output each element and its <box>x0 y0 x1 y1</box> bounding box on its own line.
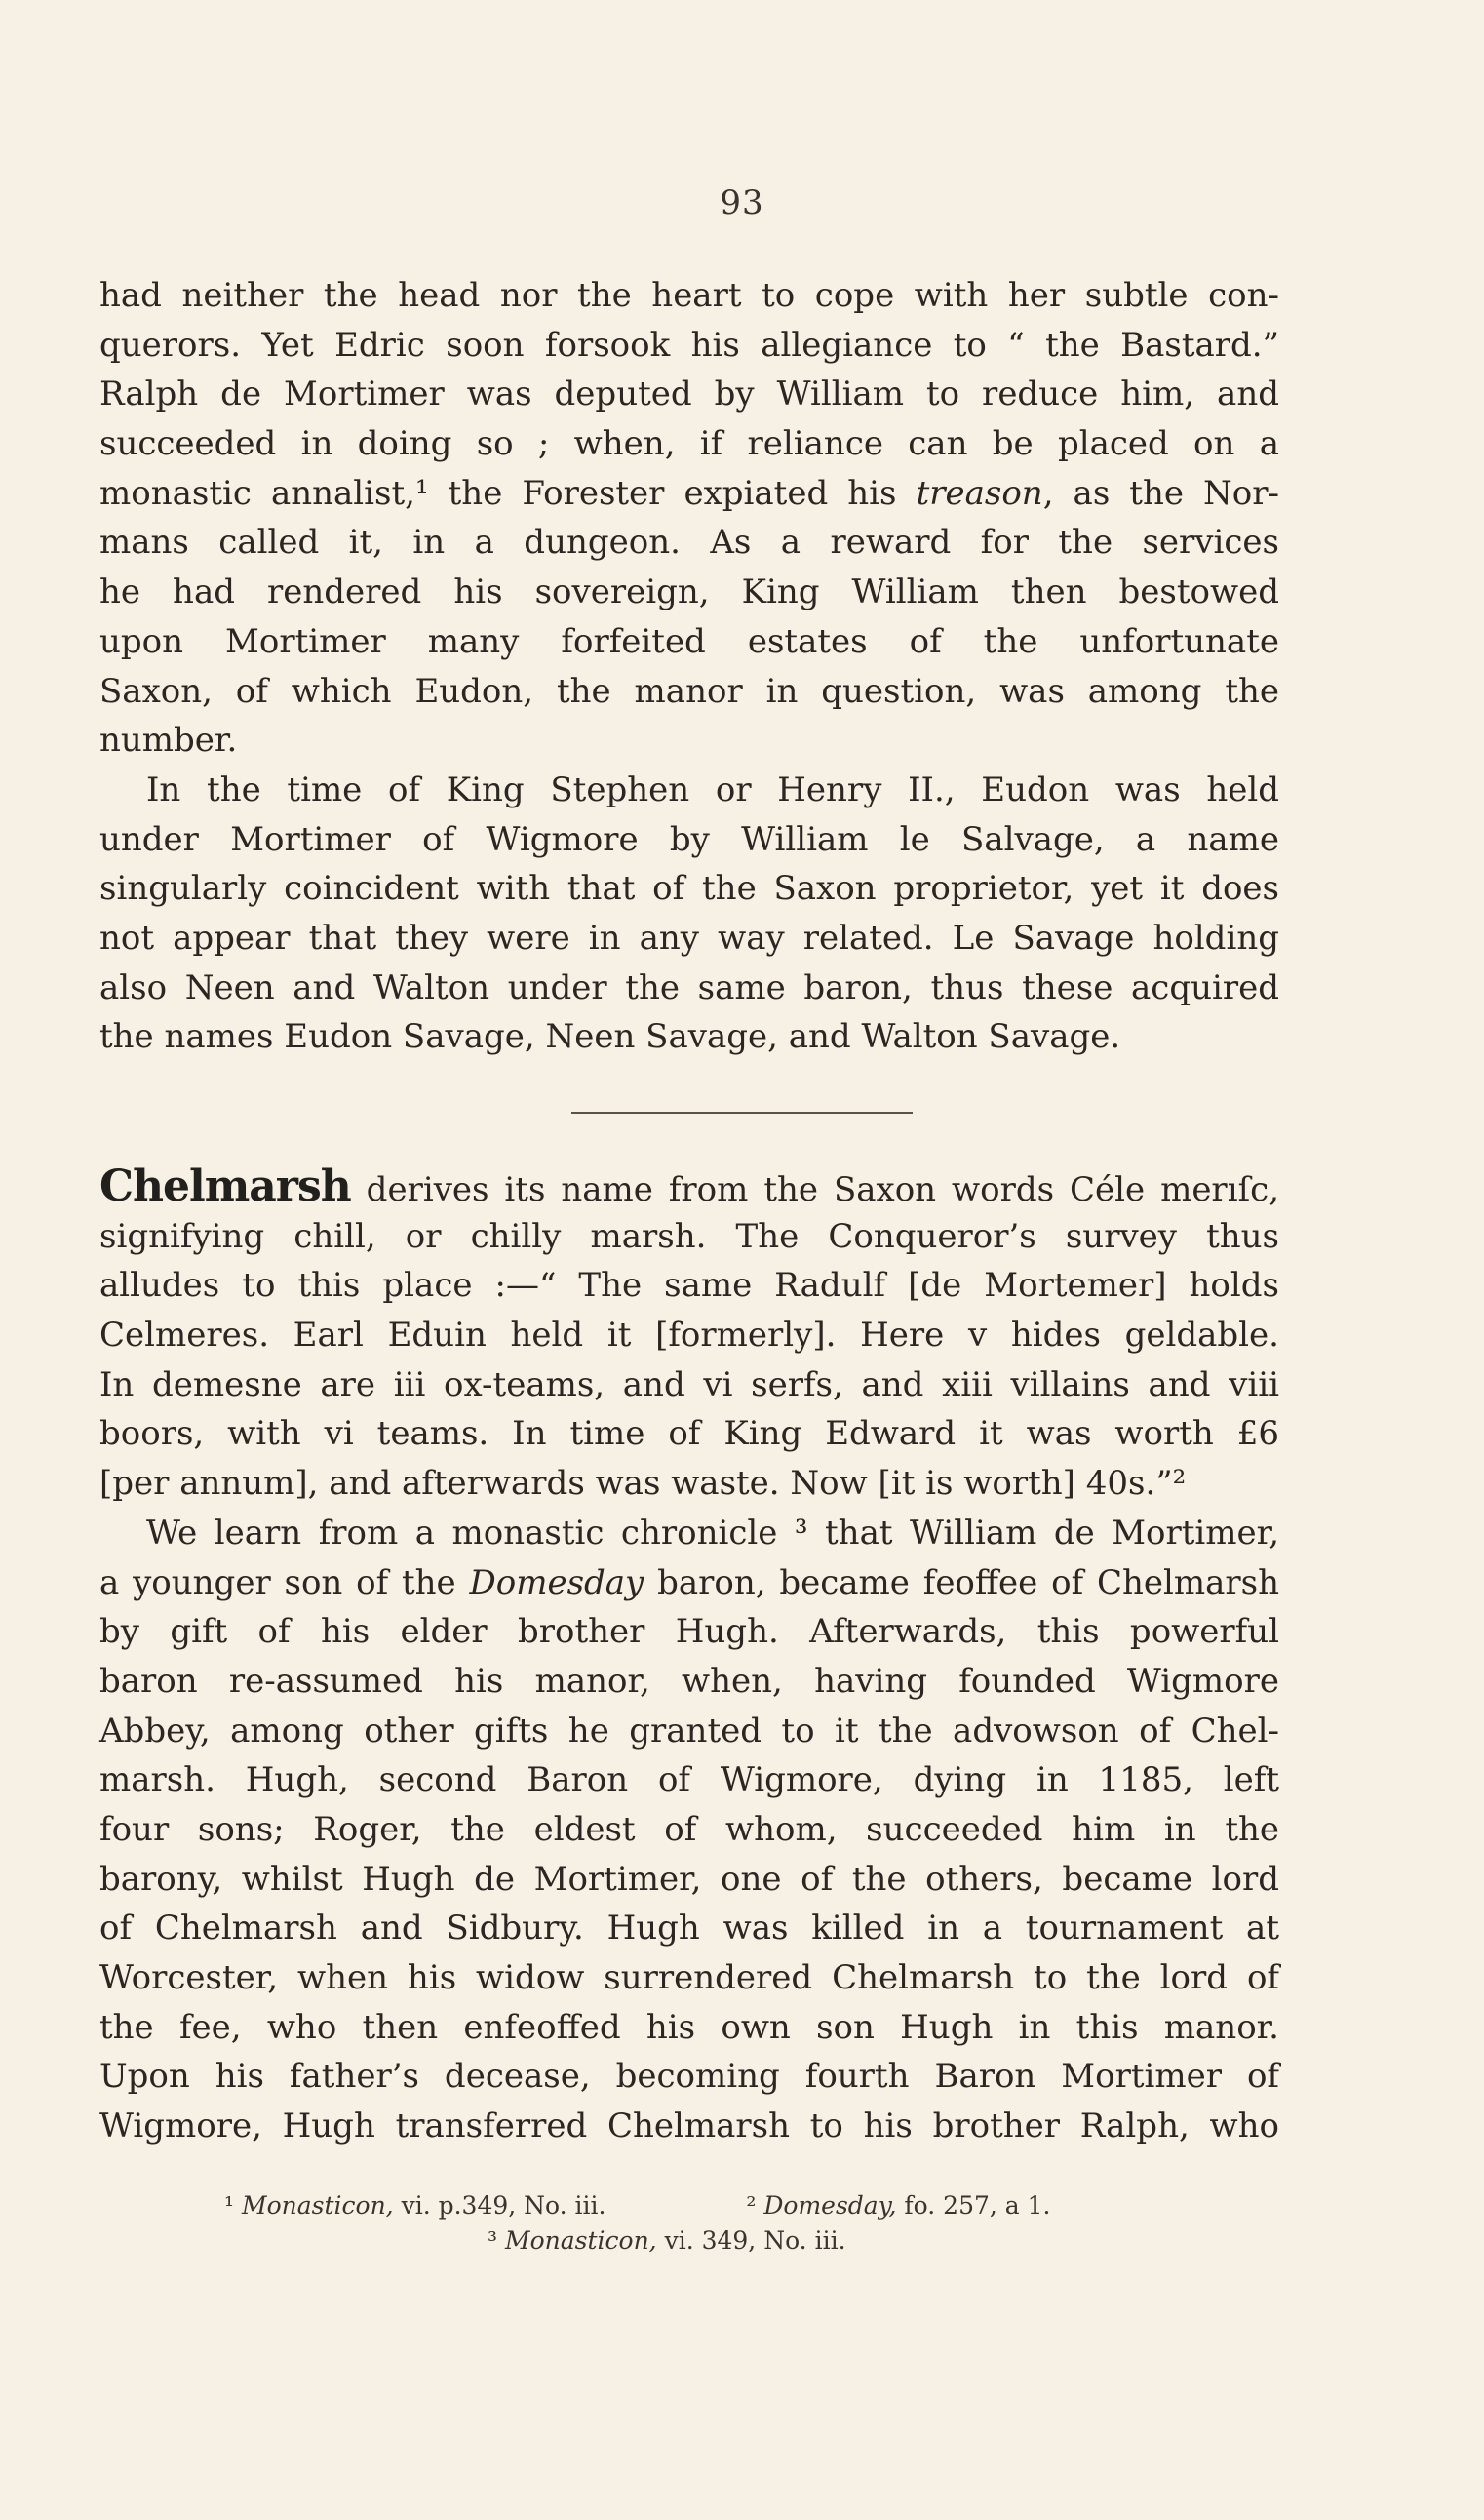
text-line: of Chelmarsh and Sidbury. Hugh was killed in a tournament at <box>99 1909 1279 1949</box>
text-line: querors. Yet Edric soon forsook his allegiance to “ the Bastard.” <box>99 325 1279 365</box>
text-line: Wigmore, Hugh transferred Chelmarsh to his brother Ralph, who <box>99 2107 1279 2146</box>
section-heading-word: Chelmarsh <box>99 1162 351 1211</box>
text-line: number. <box>99 721 238 761</box>
text-line: upon Mortimer many forfeited estates of the unfortunate <box>99 621 1279 661</box>
footnote-title: Monasticon, <box>241 2191 394 2220</box>
text-line: four sons; Roger, the eldest of whom, succeeded him in the <box>99 1809 1279 1849</box>
text-line: the fee, who then enfeoffed his own son Hugh in this manor. <box>99 2007 1279 2047</box>
text-line: In demesne are iii ox-teams, and vi serfs, and xiii villains and viii <box>99 1364 1279 1404</box>
footnote-mark: ² <box>746 2191 757 2220</box>
footnote-mark: ¹ <box>224 2191 235 2220</box>
text-line: boors, with vi teams. In time of King Edward it was worth £6 <box>99 1414 1279 1454</box>
footnote-line <box>224 2224 1199 2259</box>
text-line: he had rendered his sovereign, King William then bestowed <box>99 572 1279 612</box>
footnotes <box>224 2188 1199 2259</box>
text-line: alludes to this place :—“ The same Radulf [de Mortemer] holds <box>99 1266 1279 1306</box>
footnote-title: Domesday, <box>763 2191 897 2220</box>
footnote-text: fo. 257, a 1. <box>896 2191 1051 2220</box>
text-line: barony, whilst Hugh de Mortimer, one of the others, became lord <box>99 1859 1279 1899</box>
page-number: 93 <box>720 183 764 222</box>
text-line: Ralph de Mortimer was deputed by William to reduce him, and <box>99 374 1279 414</box>
text-line: had neither the head nor the heart to cope with her subtle con- <box>99 276 1279 315</box>
text-line: Worcester, when his widow surrendered Chelmarsh to the lord of <box>99 1958 1279 1997</box>
text-line: In the time of King Stephen or Henry II., Eudon was held <box>146 769 1279 809</box>
text-line: under Mortimer of Wigmore by William le Salvage, a name <box>99 819 1279 859</box>
text-line: Saxon, of which Eudon, the manor in question, was among the <box>99 671 1279 711</box>
first-line-rest: derives its name from the Saxon words Céle merıſc, <box>350 1170 1279 1209</box>
text-line: We learn from a monastic chronicle ³ that William de Mortimer, <box>146 1513 1279 1553</box>
text-line: Upon his father’s decease, becoming fourth Baron Mortimer of <box>99 2057 1279 2097</box>
italic-word: Domesday <box>469 1562 644 1602</box>
chelmarsh-text <box>99 1162 1279 2151</box>
text-line: singularly coincident with that of the Saxon proprietor, yet it does <box>99 869 1279 909</box>
text-line: Celmeres. Earl Eduin held it [formerly]. Here v hides geldable. <box>99 1316 1279 1356</box>
text-line: signifying chill, or chilly marsh. The Conqueror’s survey thus <box>99 1216 1279 1256</box>
text-line: mans called it, in a dungeon. As a reward for the services <box>99 523 1279 563</box>
eudon-text <box>99 271 1279 1062</box>
text-line: Abbey, among other gifts he granted to it the advowson of Chel- <box>99 1711 1279 1751</box>
text-line: monastic annalist,¹ the Forester expiated his treason, as the Nor- <box>99 473 1280 513</box>
text-line: a younger son of the Domesday baron, became feoffee of Chelmarsh <box>99 1562 1279 1602</box>
footnote-title: Monasticon, <box>504 2226 657 2255</box>
footnote-line <box>224 2188 1199 2224</box>
text-line: marsh. Hugh, second Baron of Wigmore, dying in 1185, left <box>99 1760 1279 1800</box>
footnote-mark: ³ <box>488 2226 498 2255</box>
footnote-text: vi. 349, No. iii. <box>656 2226 846 2255</box>
text-line: not appear that they were in any way related. Le Savage holding <box>99 918 1279 958</box>
text-line: also Neen and Walton under the same baron, thus these acquired <box>99 967 1279 1007</box>
footnote-text: vi. p.349, No. iii. <box>393 2191 606 2220</box>
text-line: baron re-assumed his manor, when, having founded Wigmore <box>99 1661 1279 1701</box>
text-line: [per annum], and afterwards was waste. Now [it is worth] 40s.”² <box>99 1464 1187 1504</box>
italic-word: treason <box>916 473 1043 513</box>
text-line: succeeded in doing so ; when, if reliance can be placed on a <box>99 424 1279 464</box>
section-divider <box>571 1112 913 1114</box>
text-line-first <box>99 1162 1279 1212</box>
text-line: the names Eudon Savage, Neen Savage, and Walton Savage. <box>99 1017 1121 1057</box>
text-line: by gift of his elder brother Hugh. Afterwards, this powerful <box>99 1612 1279 1652</box>
